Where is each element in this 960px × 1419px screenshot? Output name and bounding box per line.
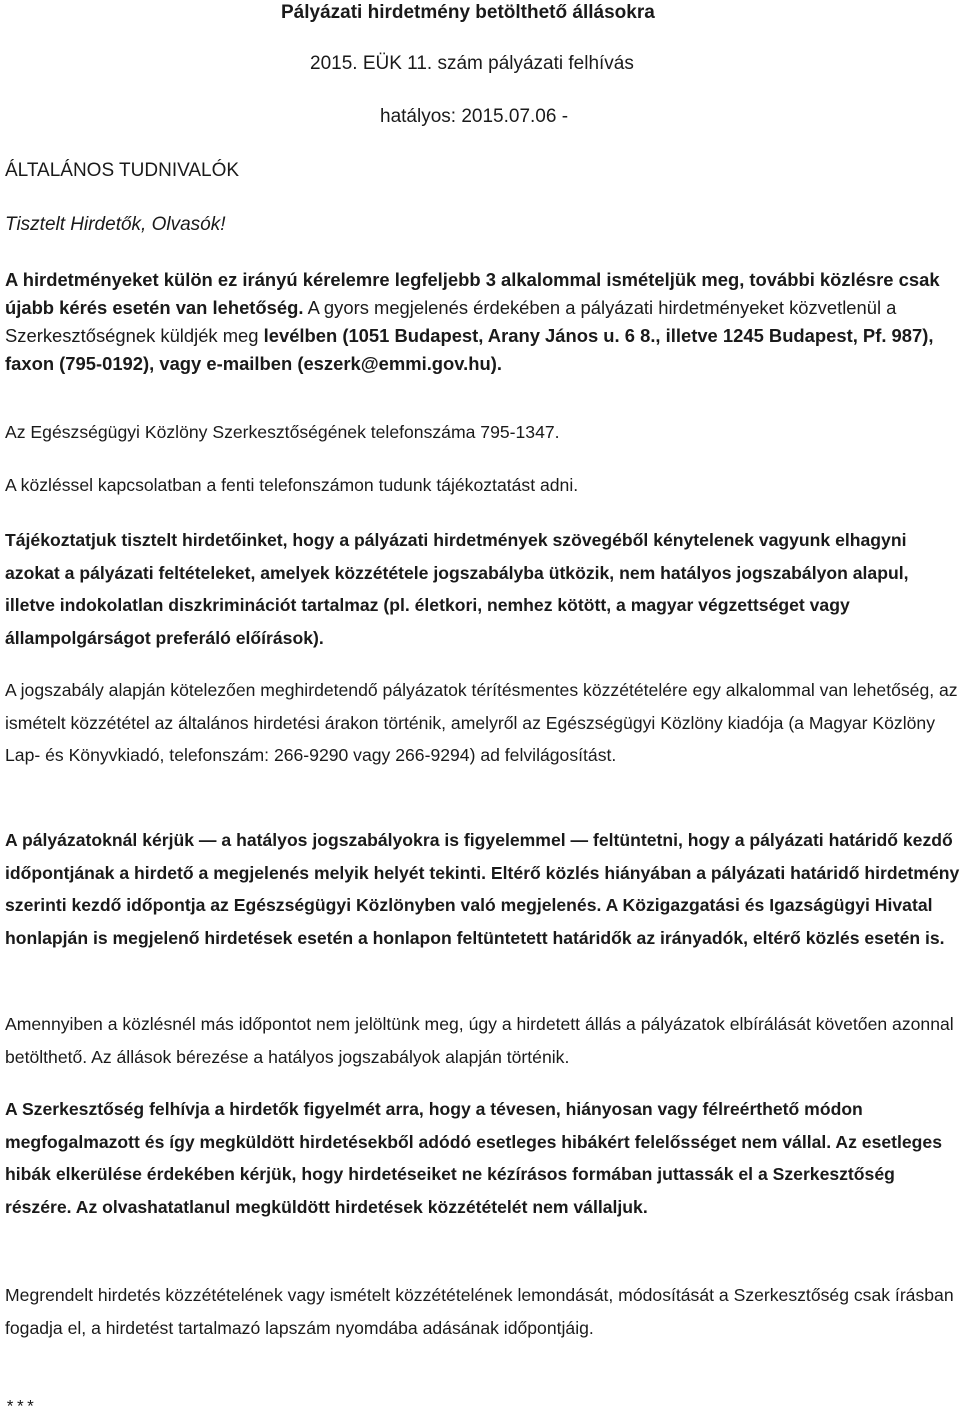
discrimination-paragraph: Tájékoztatjuk tisztelt hirdetőinket, hogy a pályázati hirdetmények szövegéből kénytelenek vagyunk elhagyni azokat a pályázati feltételeket, amelyek közzététele jogszabályba ütközik, nem hatályos jogszabályon alapul, illetve indokolatlan diszkriminációt tartalmaz (pl. életkori, nemhez kötött, a magyar végzettséget vagy állampolgárságot preferáló előírások). (5, 530, 909, 648)
cancellation-paragraph: Megrendelt hirdetés közzétételének vagy ismételt közzétételének lemondását, módosítását a Szerkesztőség csak írásban fogadja el, a hirdetést tartalmazó lapszám nyomdába adásának időpontjáig. (5, 1285, 954, 1338)
section-heading: ÁLTALÁNOS TUDNIVALÓK (5, 160, 240, 181)
free-publication-paragraph: A jogszabály alapján kötelezően meghirdetendő pályázatok térítésmentes közzétételére egy alkalommal van lehetőség, az ismételt közzététel az általános hirdetési árakon történik, amelyről az Egészségügyi Közlöny kiadója (a Magyar Közlöny Lap- és Könyvkiadó, telefonszám: 266-9290 vagy 266-9294) ad felvilágosítást. (5, 680, 958, 765)
greeting: Tisztelt Hirdetők, Olvasók! (5, 214, 226, 235)
phone-paragraph: Az Egészségügyi Közlöny Szerkesztőségének telefonszáma 795-1347. (5, 422, 560, 442)
end-mark: *** (5, 1399, 36, 1418)
liability-paragraph: A Szerkesztőség felhívja a hirdetők figyelmét arra, hogy a tévesen, hiányosan vagy félreérthető módon megfogalmazott és így megküldött hirdetésekből adódó esetleges hibákért felelősséget nem vállal. Az esetleges hibák elkerülése érdekében kérjük, hogy hirdetéseiket ne kézírásos formában juttassák el a Szerkesztőség részére. Az olvashatatlanul megküldött hirdetések közzétételét nem vállaljuk. (5, 1099, 942, 1217)
effective-date: hatályos: 2015.07.06 - (380, 106, 569, 127)
deadline-paragraph: A pályázatoknál kérjük — a hatályos jogszabályokra is figyelemmel — feltüntetni, hogy a pályázati határidő kezdő időpontjának a hirdető a megjelenés melyik helyét tekinti. Eltérő közlés hiányában a pályázati határidő hirdetmény szerinti kezdő időpontja az Egészségügyi Közlönyben való megjelenés. A Közigazgatási és Igazságügyi Hivatal honlapján is megjelenő hirdetések esetén a honlapon feltüntetett határidők az irányadók, eltérő közlés esetén is. (5, 830, 960, 948)
filling-paragraph: Amennyiben a közlésnél más időpontot nem jelöltünk meg, úgy a hirdetett állás a pályázatok elbírálását követően azonnal betölthető. Az állások bérezése a hatályos jogszabályok alapján történik. (5, 1014, 954, 1067)
document-subtitle: 2015. EÜK 11. szám pályázati felhívás (310, 53, 634, 74)
info-paragraph: A közléssel kapcsolatban a fenti telefonszámon tudunk tájékoztatást adni. (5, 475, 579, 495)
document-title: Pályázati hirdetmény betölthető állásokra (281, 2, 655, 23)
repeat-notice-rest: A gyors megjelenés érdekében a pályázati hirdetményeket közvetlenül a Szerkesztőségnek küldjék meg (5, 297, 897, 346)
repeat-notice-bold: A hirdetményeket külön ez irányú kérelemre legfeljebb 3 alkalommal ismételjük meg, további közlésre csak újabb kérés esetén van lehetőség. (5, 269, 940, 318)
contact-details: levélben (1051 Budapest, Arany János u. 6 8., illetve 1245 Budapest, Pf. 987), faxon (795-0192), vagy e-mailben (eszerk@emmi.gov.hu). (5, 325, 934, 374)
repeat-notice-paragraph (5, 266, 960, 378)
